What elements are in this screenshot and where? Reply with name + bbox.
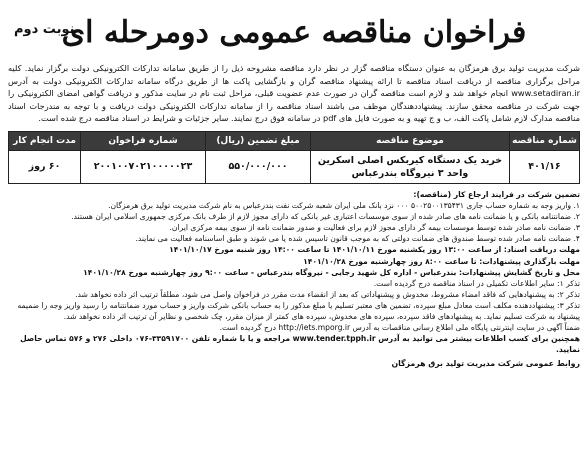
header <box>8 6 580 58</box>
table-header-row <box>9 131 580 150</box>
round-label: نوبت دوم <box>14 22 75 37</box>
header-tender-number: شماره مناقصه <box>510 131 580 150</box>
cell-duration: ۶۰ روز <box>9 150 81 183</box>
header-guarantee: مبلغ تضمین (ریال) <box>206 131 311 150</box>
subject-line-2: واحد ۳ نیروگاه بندرعباس <box>351 167 469 179</box>
rule-item: ۳. ضمانت نامه صادر شده توسط موسسات بیمه گر دارای مجوز لازم برای فعالیت و صدور ضمانت نامه از سوی بیمه مرکزی ایران. <box>169 223 580 233</box>
opening-place-date: محل و تاریخ گشایش پیشنهادات: بندرعباس - اداره کل شهید رجایی - نیروگاه بندرعباس - ساعت ۹:۰۰ روز چهارشنبه مورخ ۱۴۰۱/۱۰/۲۸ <box>83 267 580 277</box>
page-title: فراخوان مناقصه عمومی دومرحله ای <box>61 14 527 50</box>
footer-signature: روابط عمومی شرکت مدیریت تولید برق هرمزگان <box>391 359 580 369</box>
deadline-documents: مهلت دریافت اسناد: از ساعت ۱۳:۰۰ روز یکشنبه مورخ ۱۴۰۱/۱۰/۱۱ تا ساعت ۱۴:۰۰ روز شنبه مورخ ۱۴۰۱/۱۰/۱۷ <box>169 245 580 255</box>
cell-guarantee: ۵۵۰/۰۰۰/۰۰۰ <box>206 150 311 183</box>
header-call-number: شماره فراخوان <box>81 131 206 150</box>
note-1: تذکر ۱: سایر اطلاعات تکمیلی در اسناد مناقصه درج گردیده است. <box>373 278 580 288</box>
note-3: تذکر ۳: پیشنهاددهنده مکلف است معادل مبلغ سپرده، تضمین های معتبر تسلیم یا مبلغ مذکور را به حساب بانکی شرکت واریز و حساب مورد ضمانتنامه را رسید واریز وجه را ضمیمه پیشنهاد به شرکت تسلیم نماید. به پیشنهادهای فاقد سپرده، سپرده های مخدوش، سپرده های کمتر از میزان مقرر، چک شخصی و نظایر آن ترتیب اثر داده نخواهد شد. <box>17 300 580 321</box>
subject-line-1: خرید یک دستگاه کیربکس اصلی اسکرین <box>317 154 503 166</box>
cell-subject <box>311 150 510 183</box>
deadline-upload: مهلت بارگذاری پیشنهادات: تا ساعت ۸:۰۰ روز چهارشنبه مورخ ۱۴۰۱/۱۰/۲۸ <box>303 256 580 266</box>
intro-paragraph: شرکت مدیریت تولید برق هرمزگان به عنوان دستگاه مناقصه گزار در نظر دارد مناقصه مشروحه ذیل را از طریق سامانه تدارکات الکترونیکی دولت برگزار نماید. کلیه مراحل برگزاری مناقصه از دریافت اسناد مناقصه تا ارائه پیشنهاد مناقصه گران و بازگشایی پاکت ها از طریق درگاه سامانه تدارکات الکترونیکی دولت به آدرس www.setadiran.ir انجام خواهد شد و لازم است مناقصه گران در صورت عدم عضویت قبلی، مراحل ثبت نام در سایت مذکور و دریافت گواهی امضای الکترونیکی را جهت شرکت در مناقصه محقق سازند. پیشنهاددهندگان موظف می باشند اسناد مناقصه را از سامانه تدارکات الکترونیکی دولت دریافت و با توجه به مندرجات اسناد مناقصه مدارک لازم شامل پاکت الف، ب و ج تهیه و به صورت فایل های pdf در سامانه فوق درج نمایند. سایر جزئیات و شرایط در اسناد مناقصه درج شده است. <box>8 63 580 124</box>
cell-tender-number: ۴۰۱/۱۶ <box>510 150 580 183</box>
rule-item: ۴. ضمانت نامه صادر شده توسط صندوق های ضمانت دولتی که به موجب قانون تاسیس شده یا می شوند و طبق اساسنامه فعالیت می نمایند. <box>135 234 580 244</box>
note-2: تذکر ۲: به پیشنهادهایی که فاقد امضاء مشروط، مخدوش و پیشنهاداتی که بعد از انقضاء مدت مقرر در فراخوان واصل می شود، مطلقاً ترتیب اثر داده نخواهد شد. <box>75 289 580 299</box>
cell-call-number: ۲۰۰۱۰۰۷۰۲۱۰۰۰۰۰۲۳ <box>81 150 206 183</box>
contact-info: همچنین برای کسب اطلاعات بیشتر می توانید به آدرس www.tender.tpph.ir مراجعه و یا با شماره تلفن ۳۳۵۹۱۷۰۰-۰۷۶ داخلی ۲۷۶ و ۵۷۶ تماس حاصل نمایید. <box>20 334 580 355</box>
rules-heading: تضمین شرکت در فرایند ارجاع کار (مناقصه): <box>413 189 580 199</box>
header-subject: موضوع مناقصه <box>311 131 510 150</box>
table-row <box>9 150 580 183</box>
header-duration: مدت انجام کار <box>9 131 81 150</box>
rules-section <box>8 189 580 355</box>
tender-table <box>8 131 580 184</box>
rule-item: ۱. واریز وجه به شماره حساب جاری ۵۰۰۲۵۰۰۱۳۵۴۳۱ ۰۰۰ نزد بانک ملی ایران شعبه شرکت نفت بندرعباس به نام شرکت مدیریت تولید برق هرمزگان. <box>108 201 580 211</box>
note-iets: ضمناً آگهی در سایت اینترنتی پایگاه ملی اطلاع رسانی مناقصات به آدرس http://iets.mporg.ir درج گردیده است. <box>219 323 580 333</box>
rule-item: ۲. ضمانتنامه بانکی و یا ضمانت نامه های صادر شده از سوی موسسات اعتباری غیر بانکی که دارای مجوز لازم از طرف بانک مرکزی جمهوری اسلامی ایران هستند. <box>71 212 580 222</box>
